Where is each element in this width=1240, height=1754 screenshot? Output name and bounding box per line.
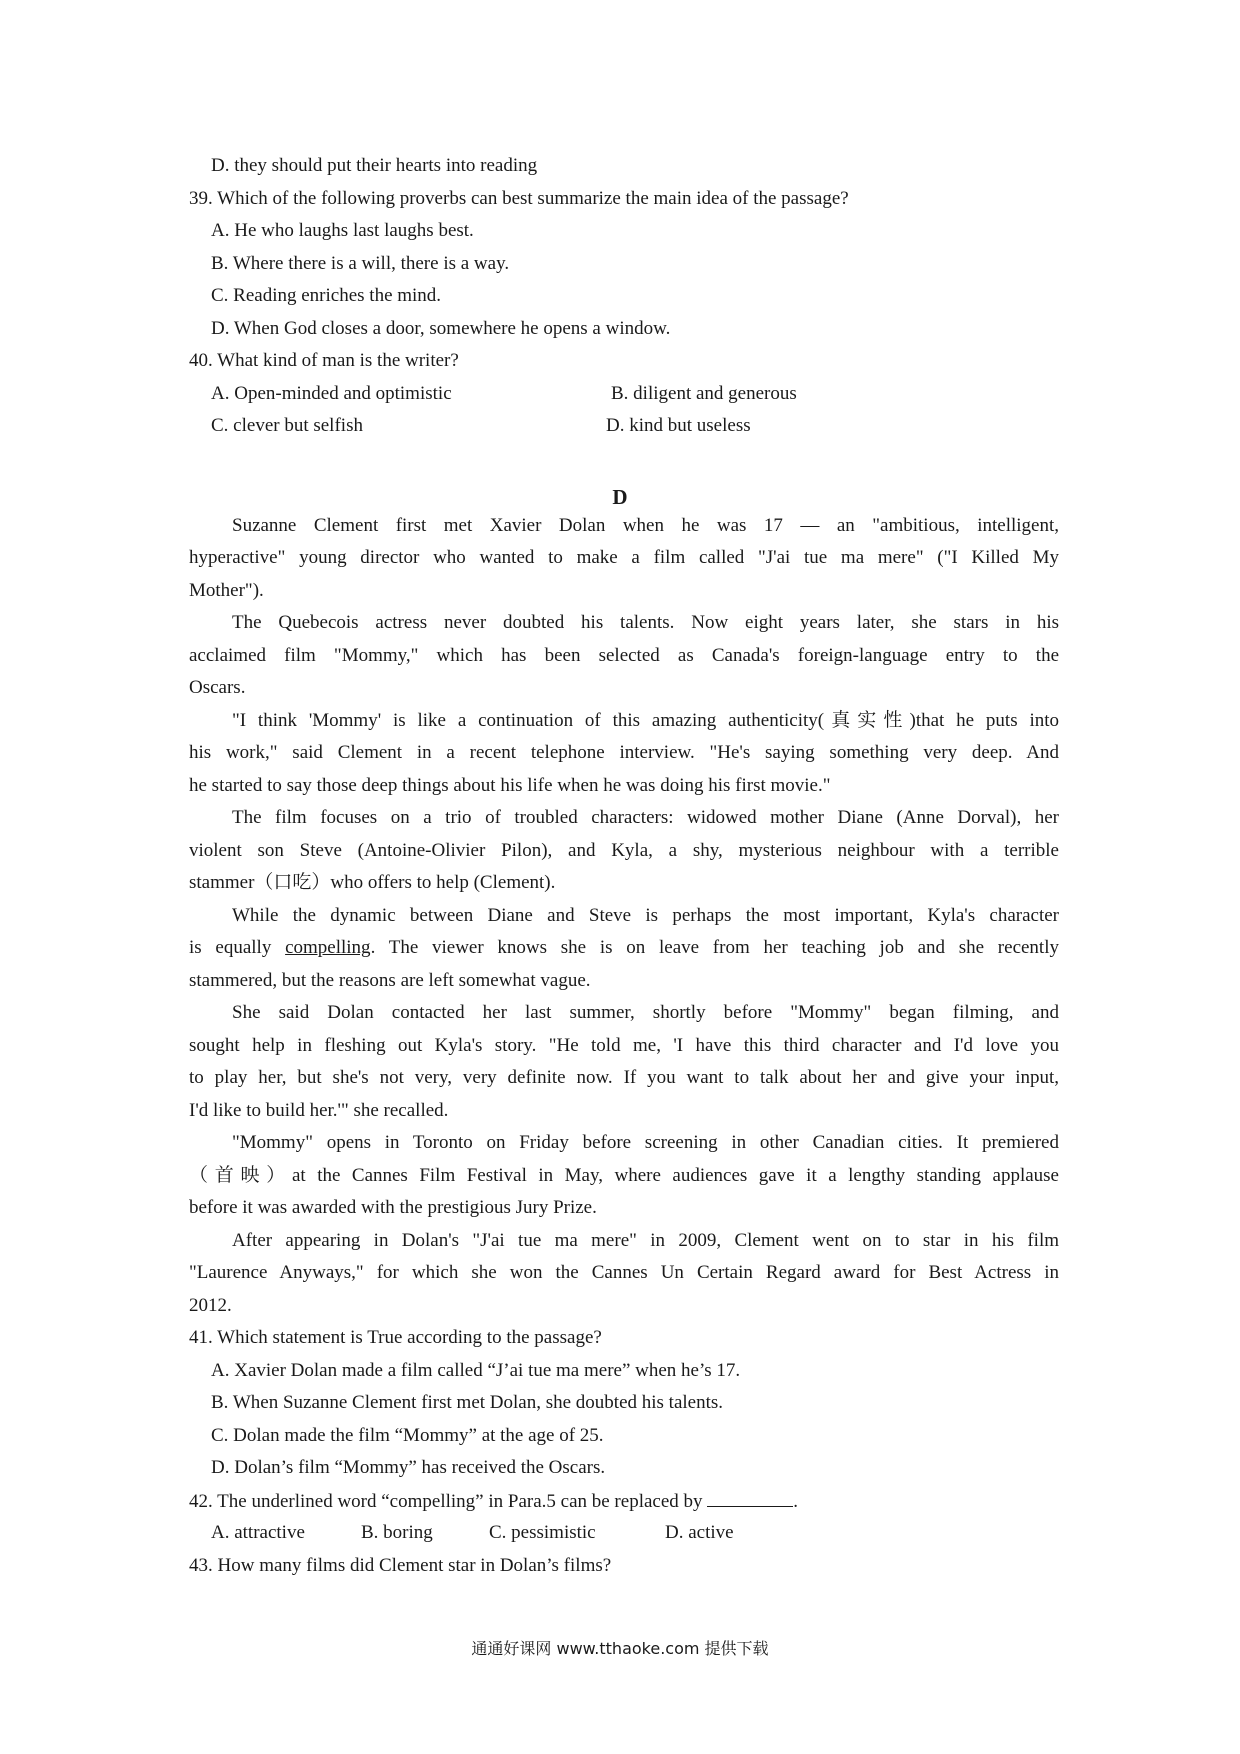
q39-option-a: A. He who laughs last laughs best. [211, 220, 474, 241]
page-footer: 通通好课网 www.tthaoke.com 提供下载 [471, 1639, 769, 1658]
passage-line: his work," said Clement in a recent telephone interview. "He's saying something very deep. And [189, 742, 1059, 763]
passage-line: Suzanne Clement first met Xavier Dolan when he was 17 — an "ambitious, intelligent, [232, 515, 1059, 536]
q42-stem: 42. The underlined word “compelling” in Para.5 can be replaced by [189, 1491, 703, 1512]
q40-option-d: D. kind but useless [606, 415, 751, 436]
q39-option-d: D. When God closes a door, somewhere he opens a window. [211, 318, 671, 339]
q42-option-b: B. boring [361, 1522, 433, 1543]
passage-line: "Mommy" opens in Toronto on Friday before screening in other Canadian cities. It premiered [232, 1132, 1059, 1153]
q41-option-a: A. Xavier Dolan made a film called “J’ai tue ma mere” when he’s 17. [211, 1360, 741, 1381]
underlined-word: compelling [285, 937, 371, 958]
passage-line: While the dynamic between Diane and Steve is perhaps the most important, Kyla's character [232, 905, 1059, 926]
q42-stem-end: . [793, 1491, 799, 1512]
q41-option-b: B. When Suzanne Clement first met Dolan, she doubted his talents. [211, 1392, 724, 1413]
section-heading: D [612, 485, 628, 509]
answer-blank [707, 1489, 793, 1507]
q40-stem: 40. What kind of man is the writer? [189, 350, 459, 371]
q41-stem: 41. Which statement is True according to the passage? [189, 1327, 602, 1348]
passage-line: （首映）at the Cannes Film Festival in May, where audiences gave it a lengthy standing applause [189, 1165, 1059, 1186]
q42-option-d: D. active [665, 1522, 734, 1543]
passage-line: to play her, but she's not very, very definite now. If you want to talk about her and give your input, [189, 1067, 1059, 1088]
passage-line: The film focuses on a trio of troubled characters: widowed mother Diane (Anne Dorval), her [232, 807, 1059, 828]
passage-line: 2012. [189, 1295, 232, 1316]
passage-text: is equally [189, 937, 286, 958]
q40-option-b: B. diligent and generous [611, 383, 797, 404]
passage-line: She said Dolan contacted her last summer, shortly before "Mommy" began filming, and [232, 1002, 1059, 1023]
passage-line: acclaimed film "Mommy," which has been selected as Canada's foreign-language entry to the [189, 645, 1059, 666]
passage-line: hyperactive" young director who wanted to make a film called "J'ai tue ma mere" ("I Killed My [189, 547, 1059, 568]
q40-option-c: C. clever but selfish [211, 415, 363, 436]
passage-text: . The viewer knows she is on leave from her teaching job and she recently [370, 937, 1059, 958]
passage-line: sought help in fleshing out Kyla's story. "He told me, 'I have this third character and I'd love you [189, 1035, 1059, 1056]
q38-option-d: D. they should put their hearts into reading [211, 155, 538, 176]
q42-option-c: C. pessimistic [489, 1522, 596, 1543]
q40-option-a: A. Open-minded and optimistic [211, 383, 452, 404]
q43-stem: 43. How many films did Clement star in Dolan’s films? [189, 1555, 612, 1576]
passage-line: violent son Steve (Antoine-Olivier Pilon), and Kyla, a shy, mysterious neighbour with a terrible [189, 840, 1059, 861]
passage-line: Oscars. [189, 677, 246, 698]
passage-line: "Laurence Anyways," for which she won the Cannes Un Certain Regard award for Best Actress in [189, 1262, 1059, 1283]
passage-line: stammered, but the reasons are left somewhat vague. [189, 970, 591, 991]
passage-line: before it was awarded with the prestigious Jury Prize. [189, 1197, 597, 1218]
q42-stem-line [189, 1489, 798, 1514]
passage-line-with-underline [189, 936, 1059, 960]
q41-option-c: C. Dolan made the film “Mommy” at the age of 25. [211, 1425, 604, 1446]
q39-stem: 39. Which of the following proverbs can best summarize the main idea of the passage? [189, 188, 849, 209]
passage-line: he started to say those deep things about his life when he was doing his first movie." [189, 775, 831, 796]
q39-option-c: C. Reading enriches the mind. [211, 285, 442, 306]
passage-line: After appearing in Dolan's "J'ai tue ma mere" in 2009, Clement went on to star in his film [232, 1230, 1059, 1251]
q39-option-b: B. Where there is a will, there is a way. [211, 253, 510, 274]
passage-line: The Quebecois actress never doubted his talents. Now eight years later, she stars in his [232, 612, 1059, 633]
q42-option-a: A. attractive [211, 1522, 305, 1543]
passage-line: "I think 'Mommy' is like a continuation of this amazing authenticity(真实性)that he puts into [232, 710, 1059, 731]
q41-option-d: D. Dolan’s film “Mommy” has received the Oscars. [211, 1457, 606, 1478]
passage-line: Mother"). [189, 580, 264, 601]
passage-line: I'd like to build her.'" she recalled. [189, 1100, 449, 1121]
passage-line: stammer（口吃）who offers to help (Clement). [189, 872, 556, 893]
